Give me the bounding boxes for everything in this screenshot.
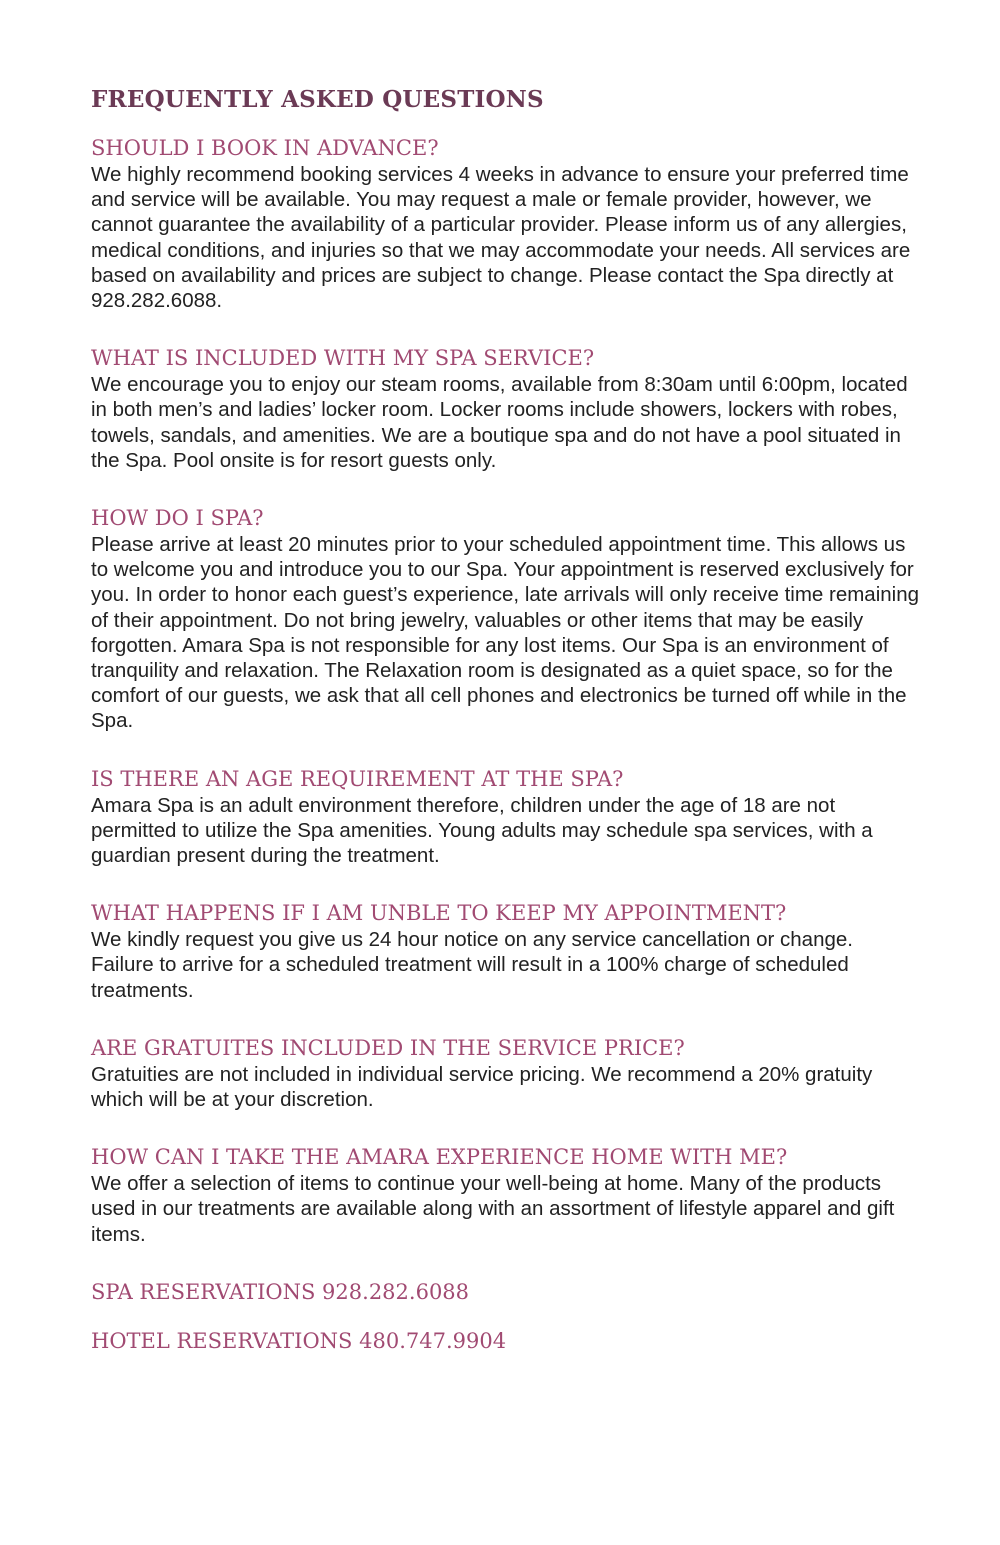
faq-answer: Gratuities are not included in individual service pricing. We recommend a 20% gratuity which will be at your discretion.	[91, 1062, 873, 1112]
hotel-reservations-phone[interactable]: HOTEL RESERVATIONS 480.747.9904	[91, 1328, 507, 1353]
faq-question: ARE GRATUITES INCLUDED IN THE SERVICE PRICE?	[91, 1035, 685, 1060]
page-title: FREQUENTLY ASKED QUESTIONS	[91, 86, 544, 113]
faq-answer: We highly recommend booking services 4 weeks in advance to ensure your preferred time and service will be available. You may request a male or female provider, however, we cannot guarantee the availability of a particular provider. Please inform us of any allergies, medical conditions, and injuries so that we may accommodate your needs. All services are based on availability and prices are subject to change. Please contact the Spa directly at 928.282.6088.	[91, 163, 911, 313]
faq-page	[91, 84, 921, 1376]
faq-question: WHAT IS INCLUDED WITH MY SPA SERVICE?	[91, 346, 595, 371]
faq-answer: Please arrive at least 20 minutes prior to your scheduled appointment time. This allows us to welcome you and introduce you to our Spa. Your appointment is reserved exclusively for you. In order to honor each guest’s experience, late arrivals will only receive time remaining of their appointment. Do not bring jewelry, valuables or other items that may be easily forgotten. Amara Spa is not responsible for any lost items. Our Spa is an environment of tranquility and relaxation. The Relaxation room is designated as a quiet space, so for the comfort of our guests, we ask that all cell phones and electronics be turned off while in the Spa.	[91, 533, 920, 733]
faq-answer: We offer a selection of items to continue your well-being at home. Many of the products used in our treatments are available along with an assortment of lifestyle apparel and gift items.	[91, 1172, 895, 1246]
spa-reservations-phone[interactable]: SPA RESERVATIONS 928.282.6088	[91, 1279, 470, 1304]
faq-question: WHAT HAPPENS IF I AM UNBLE TO KEEP MY APPOINTMENT?	[91, 901, 787, 926]
faq-question: HOW CAN I TAKE THE AMARA EXPERIENCE HOME WITH ME?	[91, 1145, 788, 1170]
faq-answer: We encourage you to enjoy our steam rooms, available from 8:30am until 6:00pm, located in both men’s and ladies’ locker room. Locker rooms include showers, lockers with robes, towels, sandals, and amenities. We are a boutique spa and do not have a pool situated in the Spa. Pool onsite is for resort guests only.	[91, 373, 908, 472]
faq-item-cancellation	[91, 899, 921, 1003]
faq-item-age-requirement	[91, 765, 921, 869]
faq-item-how-do-i-spa	[91, 504, 921, 734]
faq-answer: Amara Spa is an adult environment therefore, children under the age of 18 are not permitted to utilize the Spa amenities. Young adults may schedule spa services, with a guardian present during the treatment.	[91, 793, 873, 868]
faq-question: IS THERE AN AGE REQUIREMENT AT THE SPA?	[91, 766, 624, 791]
faq-item-gratuities	[91, 1034, 921, 1112]
faq-answer: We kindly request you give us 24 hour notice on any service cancellation or change. Failure to arrive for a scheduled treatment will result in a 100% charge of scheduled treatments.	[91, 928, 853, 1002]
faq-item-included-service	[91, 344, 921, 473]
faq-question: HOW DO I SPA?	[91, 506, 264, 531]
faq-item-take-home	[91, 1143, 921, 1247]
faq-question: SHOULD I BOOK IN ADVANCE?	[91, 136, 439, 160]
faq-item-book-in-advance	[91, 134, 921, 313]
